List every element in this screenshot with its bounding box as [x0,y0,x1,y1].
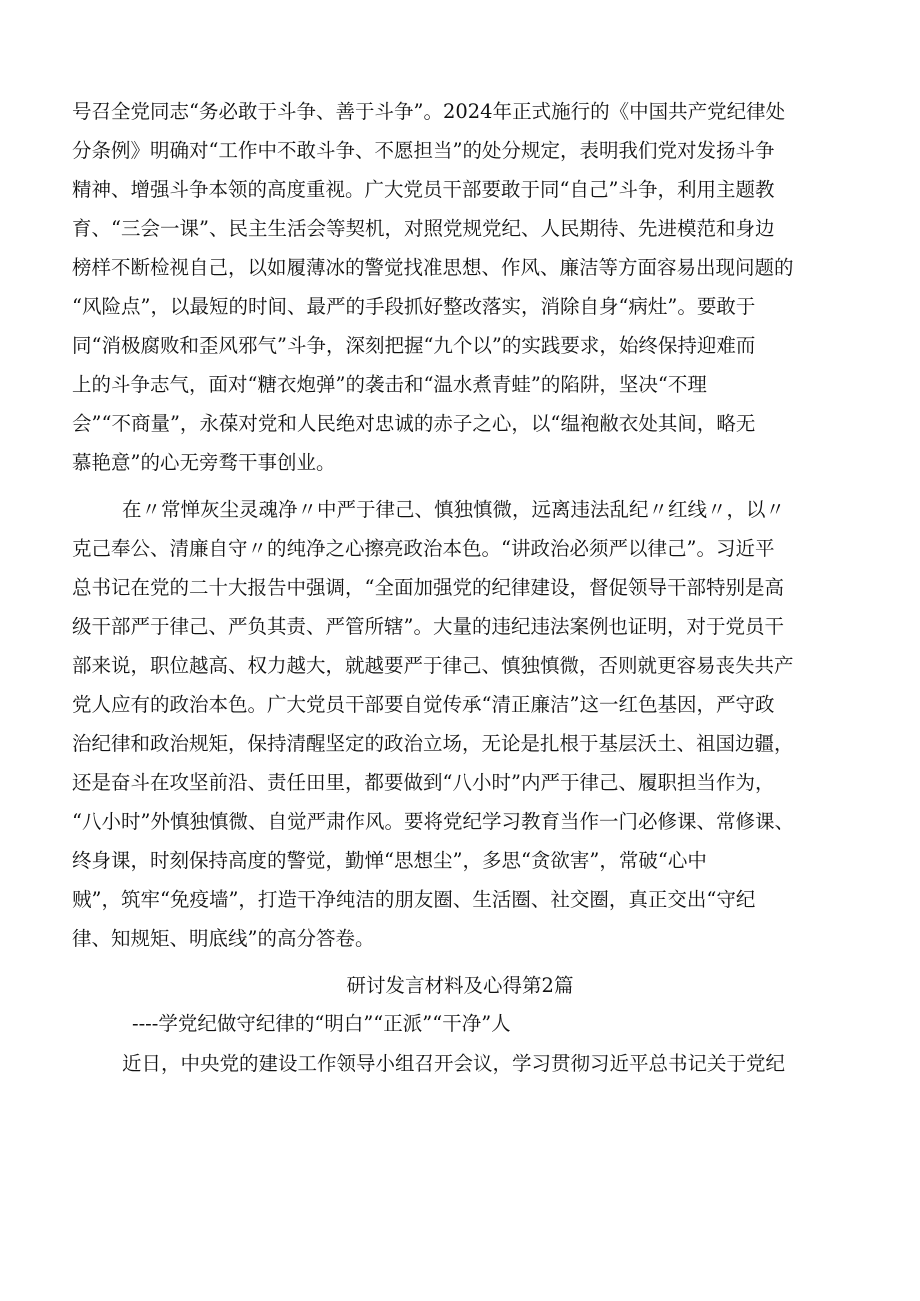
text-line: 号召全党同志“务必敢于斗争、善于斗争”。2024年正式施行的《中国共产党纪律处 [72,100,786,123]
text-line: 克己奉公、清廉自守〃的纯净之心擦亮政治本色。“讲政治必须严以律己”。习近平 [72,537,775,560]
text-line: 总书记在党的二十大报告中强调，“全面加强党的纪律建设，督促领导干部特别是高 [72,576,784,599]
text-line: 党人应有的政治本色。广大党员干部要自觉传承“清正廉洁”这一红色基因，严守政 [72,693,775,716]
text-line: “风险点”，以最短的时间、最严的手段抓好整改落实，消除自身“病灶”。要敢于 [72,295,756,318]
text-line: “八小时”外慎独慎微、自觉严肃作风。要将党纪学习教育当作一门必修课、常修课、 [72,810,794,833]
text-line: 终身课，时刻保持高度的警觉，勤惮“思想尘”，多思“贪欲害”，常破“心中 [72,849,707,872]
text-line: 会”“不商量”，永葆对党和人民绝对忠诚的赤子之心，以“缊袍敝衣处其间，略无 [72,412,756,435]
text-line: 部来说，职位越高、权力越大，就越要严于律己、慎独慎微，否则就更容易丧失共产 [72,654,794,677]
text-line: 育、“三会一课”、民主生活会等契机，对照党规党纪、人民期待、先进模范和身边 [72,217,775,240]
text-line: 还是奋斗在攻坚前沿、责任田里，都要做到“八小时”内严于律己、履职担当作为， [72,771,775,794]
text-line: 榜样不断检视自己，以如履薄冰的警觉找准思想、作风、廉洁等方面容易出现问题的 [72,256,794,279]
subtitle: ----学党纪做守纪律的“明白”“正派”“干净”人 [132,1012,511,1035]
section-title: 研讨发言材料及心得第2篇 [346,974,574,997]
text-line: 律、知规矩、明底线”的高分答卷。 [72,927,375,950]
text-line: 分条例》明确对“工作中不敢斗争、不愿担当”的处分规定，表明我们党对发扬斗争 [72,139,775,162]
text-line: 上的斗争志气，面对“糖衣炮弹”的袭击和“温水煮青蛙”的陷阱，坚决“不理 [72,373,707,396]
text-line: 在〃常惮灰尘灵魂净〃中严于律己、慎独慎微，远离违法乱纪〃红线〃，以〃 [122,498,786,521]
text-line: 同“消极腐败和歪风邪气”斗争，深刻把握“九个以”的实践要求，始终保持迎难而 [72,334,756,357]
text-line: 精神、增强斗争本领的高度重视。广大党员干部要敢于同“自己”斗争，利用主题教 [72,178,775,201]
text-line: 慕艳意”的心无旁骛干事创业。 [72,451,336,474]
text-line: 治纪律和政治规矩，保持清醒坚定的政治立场，无论是扎根于基层沃土、祖国边疆， [72,732,794,755]
text-line: 贼”，筑牢“免疫墙”，打造干净纯洁的朋友圈、生活圈、社交圈，真正交出“守纪 [72,888,756,911]
text-line: 级干部严于律己、严负其责、严管所辖”。大量的违纪违法案例也证明，对于党员干 [72,615,784,638]
text-line: 近日，中央党的建设工作领导小组召开会议，学习贯彻习近平总书记关于党纪 [122,1052,786,1075]
